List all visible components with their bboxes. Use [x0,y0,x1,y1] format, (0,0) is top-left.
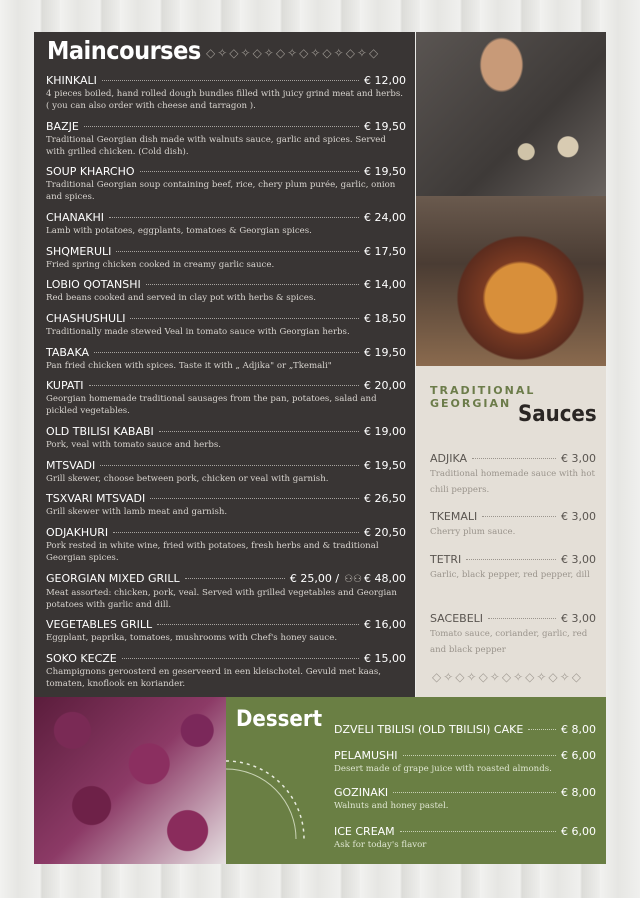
dessert-item [334,825,596,851]
item-name: TKEMALI [430,510,478,523]
item-name: SOUP KHARCHO [46,165,135,178]
dessert-item [334,723,596,737]
menu-item [46,526,406,564]
item-name: OLD TBILISI KABABI [46,425,154,438]
item-desc: Lamb with potatoes, eggplants, tomatoes & Georgian spices. [46,226,312,236]
item-name: ADJIKA [430,452,468,465]
item-price-two-persons: € 48,00 [364,572,406,585]
item-desc: Traditionally made stewed Veal in tomato sauce with Georgian herbs. [46,327,350,337]
item-price: € 12,00 [364,74,406,87]
item-price: € 18,50 [364,312,406,325]
item-price: € 6,00 [561,749,596,762]
item-name: KHINKALI [46,74,97,87]
item-price: € 15,00 [364,652,406,665]
item-desc: Meat assorted: chicken, pork, veal. Served with grilled vegetables and Georgian potatoes with garlic and dill. [46,588,397,610]
item-name: GOZINAKI [334,786,389,799]
dessert-item [334,749,596,775]
item-desc: Cherry plum sauce. [430,527,516,537]
item-name: CHANAKHI [46,211,104,224]
item-name: MTSVADI [46,459,96,472]
item-price: € 20,50 [364,526,406,539]
item-desc: 4 pieces boiled, hand rolled dough bundles filled with juicy grind meat and herbs. ( you can also order with cheese and tarragon ). [46,89,403,111]
item-name: SOKO KECZE [46,652,117,665]
pelamushi-photo [34,697,226,864]
menu-item [46,492,406,518]
ornament-border: ◇✧◇✧◇✧◇✧◇✧◇✧◇ [432,670,583,684]
item-name: PELAMUSHI [334,749,398,762]
item-name: DZVELI TBILISI (OLD TBILISI) CAKE [334,723,524,736]
dessert-item [334,786,596,812]
item-name: TSXVARI MTSVADI [46,492,146,505]
item-price: € 25,00 / [289,572,340,585]
item-desc: Traditional homemade sauce with hot chili peppers. [430,469,595,495]
item-desc: Tomato sauce, coriander, garlic, red and black pepper [430,629,588,655]
item-name: SHQMERULI [46,245,112,258]
item-desc: Champignons geroosterd en geserveerd in een kleischotel. Gevuld met kaas, tomaten, knoflook en koriander. [46,667,382,689]
item-name: ICE CREAM [334,825,395,838]
maincourses-title: Maincourses [47,36,201,65]
khinkali-photo [416,32,606,196]
sauce-item [430,553,596,583]
item-name: VEGETABLES GRILL [46,618,153,631]
sauce-item [430,510,596,540]
sauces-panel [416,366,606,697]
item-price: € 3,00 [561,452,596,465]
item-desc: Traditional Georgian dish made with walnuts sauce, garlic and spices. Served with grilled chicken. (Cold dish). [46,135,386,157]
sauce-item [430,452,596,498]
item-price: € 19,50 [364,120,406,133]
menu-item [46,165,406,203]
dessert-panel [226,697,606,864]
sauces-title: Sauces [518,402,597,427]
item-price: € 19,50 [364,346,406,359]
item-price: € 17,50 [364,245,406,258]
item-price: € 20,00 [364,379,406,392]
item-name: SACEBELI [430,612,484,625]
item-price: € 24,00 [364,211,406,224]
item-desc: Red beans cooked and served in clay pot with herbs & spices. [46,293,316,303]
menu-item [46,425,406,451]
item-desc: Georgian homemade traditional sausages from the pan, potatoes, salad and pickled vegetables. [46,394,377,416]
menu-item [46,211,406,237]
menu-item [46,312,406,338]
sauces-subtitle: TRADITIONAL GEORGIAN [430,384,536,410]
item-name: BAZJE [46,120,79,133]
item-price: € 19,00 [364,425,406,438]
menu-item [46,120,406,158]
people-icon: ⚇⚇ [344,574,362,585]
item-name: CHASHUSHULI [46,312,126,325]
item-name: KUPATI [46,379,84,392]
menu-item [46,618,406,644]
item-desc: Traditional Georgian soup containing beef, rice, chery plum purée, garlic, onion and spices. [46,180,396,202]
item-price: € 8,00 [561,786,596,799]
menu-item [46,379,406,417]
menu-item [46,278,406,304]
chicken-dish-photo [416,196,606,366]
ornament-border: ◇✧◇✧◇✧◇✧◇✧◇✧◇✧◇ [206,46,381,60]
item-price: € 6,00 [561,825,596,838]
menu-item [46,572,406,611]
item-name: GEORGIAN MIXED GRILL [46,572,180,585]
item-name: TETRI [430,553,462,566]
item-price: € 14,00 [364,278,406,291]
item-desc: Walnuts and honey pastel. [334,801,449,811]
item-price: € 3,00 [561,510,596,523]
item-price: € 8,00 [561,723,596,736]
item-price: € 3,00 [561,612,596,625]
item-price: € 19,50 [364,459,406,472]
item-desc: Garlic, black pepper, red pepper, dill [430,570,590,580]
menu-item [46,245,406,271]
menu-item [46,74,406,112]
maincourses-panel [34,32,415,697]
sauce-item [430,612,596,658]
item-price: € 3,00 [561,553,596,566]
item-desc: Pork, veal with tomato sauce and herbs. [46,440,221,450]
item-desc: Fried spring chicken cooked in creamy garlic sauce. [46,260,275,270]
item-name: TABAKA [46,346,90,359]
menu-item [46,346,406,372]
item-desc: Grill skewer, choose between pork, chicken or veal with garnish. [46,474,329,484]
item-desc: Ask for today's flavor [334,840,427,850]
item-desc: Pan fried chicken with spices. Taste it with „ Adjika" or „Tkemali" [46,361,332,371]
item-price: € 19,50 [364,165,406,178]
item-price: € 16,00 [364,618,406,631]
item-price: € 26,50 [364,492,406,505]
item-desc: Desert made of grape juice with roasted almonds. [334,764,552,774]
item-name: LOBIO QOTANSHI [46,278,141,291]
item-desc: Pork rested in white wine, fried with potatoes, fresh herbs and & traditional Georgian spices. [46,541,379,563]
menu-item [46,459,406,485]
menu-item [46,652,406,690]
dessert-title: Dessert [236,707,323,732]
item-desc: Eggplant, paprika, tomatoes, mushrooms with Chef's honey sauce. [46,633,338,643]
item-name: ODJAKHURI [46,526,109,539]
ornament-arc [226,757,310,867]
item-desc: Grill skewer with lamb meat and garnish. [46,507,228,517]
